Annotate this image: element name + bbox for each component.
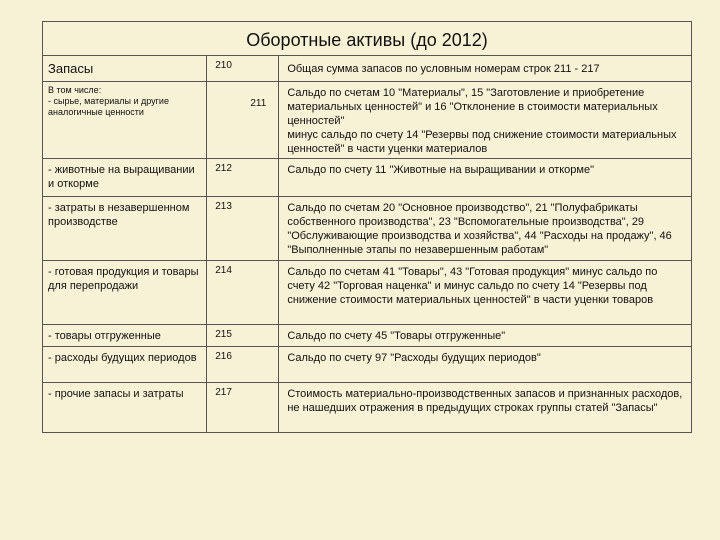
table-row <box>43 56 692 82</box>
table-title: Оборотные активы (до 2012) <box>43 22 692 56</box>
row-description: Стоимость материально-производственных запасов и признанных расходов, не нашедших отражения в предыдущих строках группы статей "Запасы" <box>279 383 692 433</box>
title-row <box>43 22 692 56</box>
row-code: 215 <box>207 325 279 347</box>
current-assets-table <box>42 21 692 433</box>
row-code: 212 <box>207 159 279 197</box>
row-label: Запасы <box>43 56 207 82</box>
row-description: Сальдо по счету 97 "Расходы будущих периодов" <box>279 347 692 383</box>
assets-table-wrapper <box>42 21 692 433</box>
row-description: Сальдо по счету 45 "Товары отгруженные" <box>279 325 692 347</box>
table-row <box>43 197 692 261</box>
row-description: Сальдо по счетам 10 "Материалы", 15 "Заготовление и приобретение материальных ценностей" и 16 "Отклонение в стоимости материальных ценностей" минус сальдо по счету 14 "Резервы под снижение стоимости материальных ценностей" в части уценки материалов <box>279 82 692 159</box>
row-label: - прочие запасы и затраты <box>43 383 207 433</box>
row-label: - товары отгруженные <box>43 325 207 347</box>
row-description: Сальдо по счетам 20 "Основное производство", 21 "Полуфабрикаты собственного производства", 23 "Вспомогательные производства", 29 "Обслуживающие производства и хозяйства", 44 "Расходы на продажу", 46 "Выполненные этапы по незавершенным работам" <box>279 197 692 261</box>
row-label: - животные на выращивании и откорме <box>43 159 207 197</box>
row-label: - готовая продукция и товары для перепродажи <box>43 261 207 325</box>
row-label: В том числе: - сырье, материалы и другие аналогичные ценности <box>43 82 207 159</box>
row-code: 217 <box>207 383 279 433</box>
table-row <box>43 261 692 325</box>
row-description: Сальдо по счету 11 "Животные на выращивании и откорме" <box>279 159 692 197</box>
row-label: - затраты в незавершенном производстве <box>43 197 207 261</box>
table-row <box>43 82 692 159</box>
table-row <box>43 347 692 383</box>
row-code: 216 <box>207 347 279 383</box>
row-label: - расходы будущих периодов <box>43 347 207 383</box>
row-code: 214 <box>207 261 279 325</box>
row-description: Общая сумма запасов по условным номерам строк 211 - 217 <box>279 56 692 82</box>
table-row <box>43 325 692 347</box>
row-code: 211 <box>207 82 279 159</box>
table-row <box>43 159 692 197</box>
table-row <box>43 383 692 433</box>
row-code: 213 <box>207 197 279 261</box>
row-code: 210 <box>207 56 279 82</box>
row-description: Сальдо по счетам 41 "Товары", 43 "Готовая продукция" минус сальдо по счету 42 "Торговая наценка" и минус сальдо по счету 14 "Резервы под снижение стоимости материальных ценностей" в части уценки товаров <box>279 261 692 325</box>
